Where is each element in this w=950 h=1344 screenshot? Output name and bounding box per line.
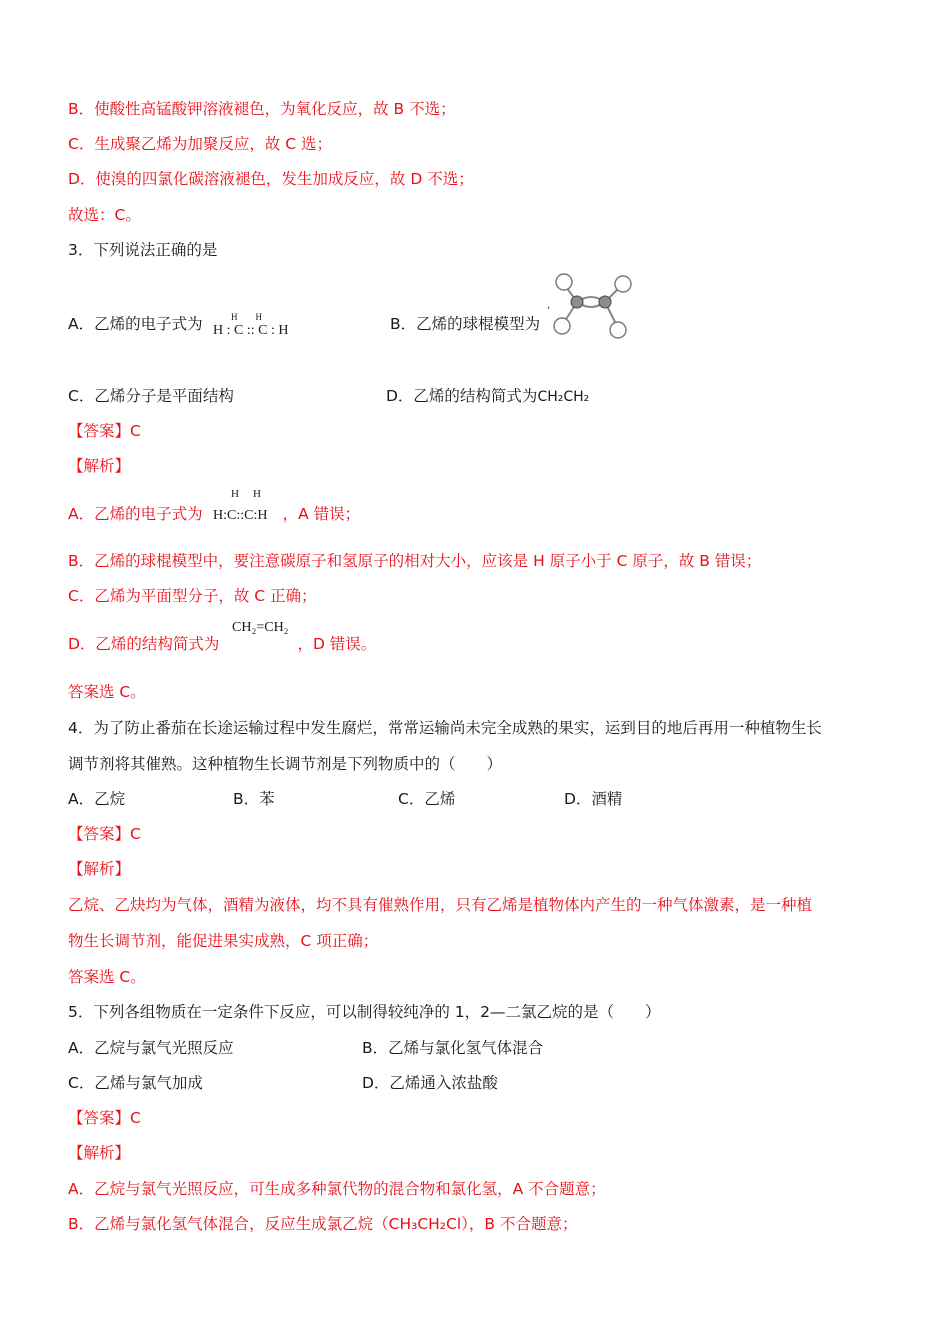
q3-stem: 3．下列说法正确的是 [68, 241, 218, 259]
q3-option-b [390, 314, 540, 334]
q3-option-b-label: B．乙烯的球棍模型为 [390, 315, 541, 333]
q3-option-a-formula: H : C :: C : H [213, 323, 289, 338]
q3-answer: 【答案】C [68, 422, 141, 440]
q3-option-d [386, 386, 589, 407]
q4-stem-line1: 4．为了防止番茄在长途运输过程中发生腐烂，常常运输尚未完全成熟的果实，运到目的地后再用一种植物生长 [68, 719, 822, 737]
q3-exp-c: C．乙烯为平面型分子，故 C 正确； [68, 587, 317, 605]
q3-conclusion: 答案选 C。 [68, 683, 146, 701]
q4-option-d: D．酒精 [564, 790, 623, 808]
q4-stem-line2: 调节剂将其催熟。这种植物生长调节剂是下列物质中的（ ） [68, 755, 503, 773]
q4-option-b: B．苯 [233, 790, 275, 808]
q4-exp-line2: 物生长调节剂，能促进果实成熟，C 项正确； [68, 932, 379, 950]
q3-option-d-label: D．乙烯的结构简式为 [386, 387, 538, 405]
q4-analysis-heading: 【解析】 [68, 860, 131, 878]
q3-option-a [68, 314, 203, 334]
q5-exp-a: A．乙烷与氯气光照反应，可生成多种氯代物的混合物和氯化氢，A 不合题意； [68, 1180, 606, 1198]
q3-exp-a-formula: H:C::C:H [213, 508, 268, 523]
prev-exp-c: C．生成聚乙烯为加聚反应，故 C 选； [68, 135, 333, 153]
q4-answer: 【答案】C [68, 825, 141, 843]
q3-exp-d-tail: ，D 错误。 [297, 635, 377, 653]
q3-exp-b: B．乙烯的球棍模型中，要注意碳原子和氢原子的相对大小，应该是 H 原子小于 C 原子，故 B 错误； [68, 552, 762, 570]
q3-option-d-formula: CH₂CH₂ [537, 389, 590, 405]
q5-option-a: A．乙烷与氯气光照反应 [68, 1039, 234, 1057]
svg-text:,: , [547, 300, 551, 311]
q4-conclusion: 答案选 C。 [68, 968, 146, 986]
q5-answer: 【答案】C [68, 1109, 141, 1127]
q3-exp-a-formula-h: HH [231, 488, 275, 500]
q4-exp-line1: 乙烷、乙炔均为气体，酒精为液体，均不具有催熟作用，只有乙烯是植物体内产生的一种气体激素，是一种植 [68, 896, 813, 914]
q3-exp-d-label: D．乙烯的结构简式为 [68, 635, 220, 653]
prev-exp-b: B．使酸性高锰酸钾溶液褪色，为氧化反应，故 B 不选； [68, 100, 456, 118]
q5-option-b: B．乙烯与氯化氢气体混合 [362, 1039, 544, 1057]
ball-and-stick-model-image [546, 270, 638, 342]
q5-option-d: D．乙烯通入浓盐酸 [362, 1074, 498, 1092]
q3-exp-d-formula: CH₂=CH₂ [232, 620, 289, 635]
q5-analysis-heading: 【解析】 [68, 1144, 131, 1162]
q3-exp-a-tail: ，A 错误； [282, 505, 361, 523]
q3-analysis-heading: 【解析】 [68, 457, 131, 475]
q3-option-a-label: A．乙烯的电子式为 [68, 315, 203, 333]
q5-stem: 5．下列各组物质在一定条件下反应，可以制得较纯净的 1，2—二氯乙烷的是（ ） [68, 1003, 661, 1021]
q4-option-c: C．乙烯 [398, 790, 456, 808]
q3-exp-d [68, 634, 376, 654]
q5-exp-b: B．乙烯与氯化氢气体混合，反应生成氯乙烷（CH₃CH₂Cl），B 不合题意； [68, 1215, 578, 1233]
q3-option-c: C．乙烯分子是平面结构 [68, 387, 234, 405]
prev-exp-d: D．使溴的四氯化碳溶液褪色，发生加成反应，故 D 不选； [68, 170, 474, 188]
q5-option-c: C．乙烯与氯气加成 [68, 1074, 203, 1092]
q4-option-a: A．乙烷 [68, 790, 126, 808]
prev-conclusion: 故选：C。 [68, 206, 141, 224]
q3-exp-a-label: A．乙烯的电子式为 [68, 505, 203, 523]
q3-option-a-formula-h: HH [231, 312, 280, 322]
